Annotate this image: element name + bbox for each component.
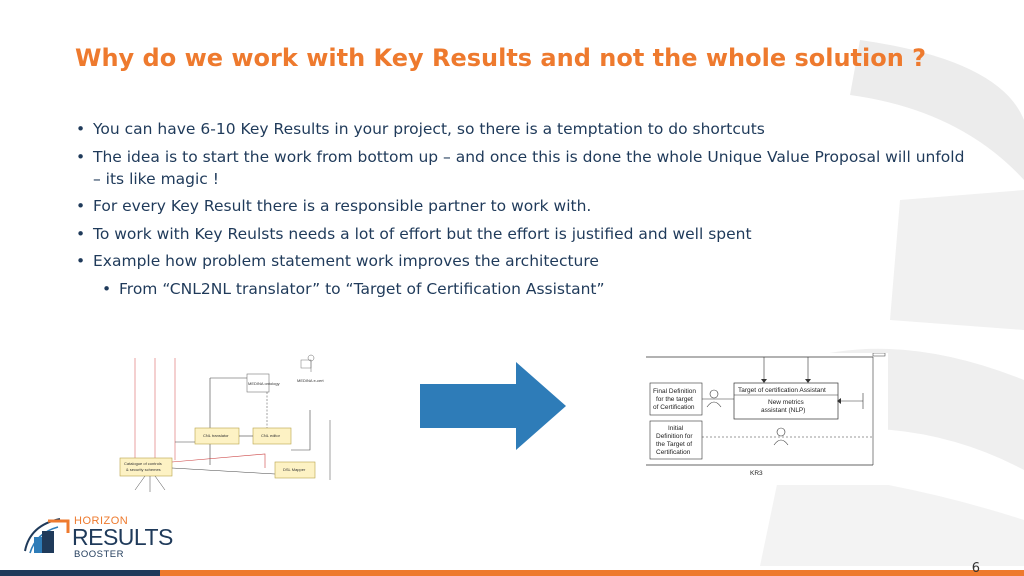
bullet-list: [75, 118, 965, 305]
footer-bar-blue: [0, 570, 160, 576]
medina-ontology-label: MEDINA ontology: [248, 381, 280, 386]
dsl-mapper-label: DSL Mapper: [283, 467, 306, 472]
initial-definition-line3: the Target of: [656, 441, 693, 448]
kr3-label: KR3: [750, 470, 763, 477]
catalogue-label-line1: Catalogue of controls: [124, 461, 162, 466]
sub-bullet-item: • From “CNL2NL translator” to “Target of Certification Assistant”: [101, 278, 965, 300]
bullet-item: • You can have 6-10 Key Results in your project, so there is a temptation to do shortcuts: [75, 118, 965, 140]
medina-actor-label: MEDINA e-cert: [297, 378, 324, 383]
final-definition-line1: Final Definition: [653, 388, 696, 395]
logo-text-booster: BOOSTER: [74, 549, 124, 560]
logo-text-horizon: HORIZON: [74, 515, 129, 527]
page-number: 6: [971, 561, 980, 576]
toc-assistant-title: Target of certification Assistant: [738, 387, 826, 394]
cnl-translator-label: CNL translator: [203, 433, 229, 438]
architecture-diagram-after: [638, 353, 888, 485]
transition-arrow-icon: [420, 362, 566, 450]
new-metrics-line1: New metrics: [768, 399, 804, 406]
architecture-diagram-before: [115, 350, 345, 495]
footer-bar-orange: [160, 570, 1024, 576]
initial-definition-line1: Initial: [668, 425, 684, 432]
initial-definition-line4: Certification: [656, 449, 691, 456]
catalogue-label-line2: & security schemes: [126, 467, 161, 472]
initial-definition-line2: Definition for: [656, 433, 693, 440]
bullet-item: • Example how problem statement work improves the architecture: [75, 250, 965, 272]
final-definition-line2: for the target: [656, 396, 693, 403]
logo-text-results: RESULTS: [72, 524, 173, 550]
bullet-item: • To work with Key Reulsts needs a lot of effort but the effort is justified and well spent: [75, 223, 965, 245]
slide-title: Why do we work with Key Results and not the whole solution ?: [75, 44, 927, 72]
cnl-editor-label: CNL editor: [261, 433, 280, 438]
new-metrics-line2: assistant (NLP): [761, 407, 806, 414]
bullet-item: • The idea is to start the work from bottom up – and once this is done the whole Unique Value Proposal will unfold – its like magic !: [75, 146, 965, 190]
bullet-item: • For every Key Result there is a responsible partner to work with.: [75, 195, 965, 217]
final-definition-line3: of Certification: [653, 404, 695, 411]
